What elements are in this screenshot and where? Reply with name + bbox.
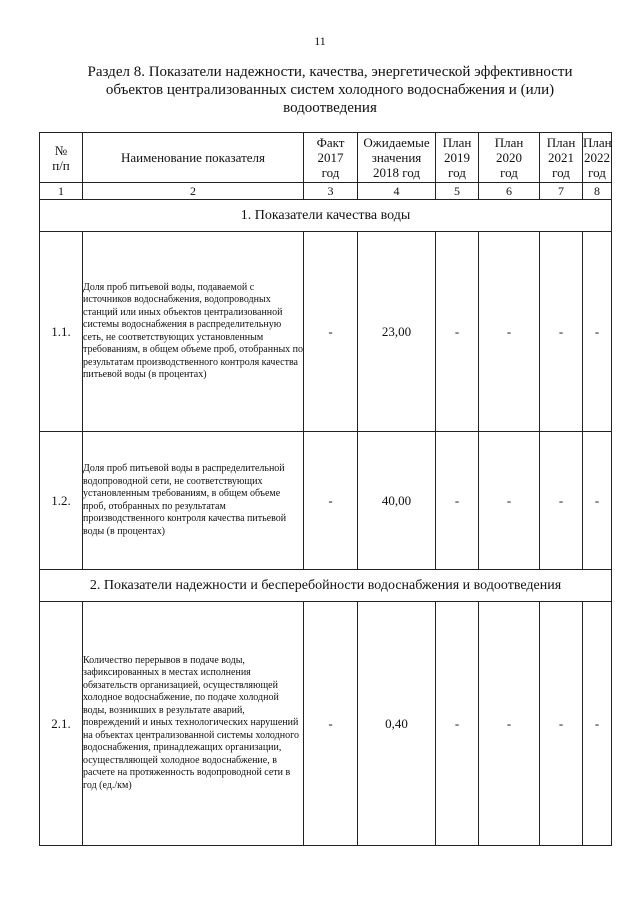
- expected-2018-value: 0,40: [358, 602, 436, 846]
- expected-2018-value: 23,00: [358, 232, 436, 432]
- plan-2022-value: -: [583, 602, 612, 846]
- plan-2019-value: -: [436, 602, 479, 846]
- plan-2020-value: -: [479, 432, 540, 570]
- group-heading-water-quality: 1. Показатели качества воды: [40, 200, 612, 232]
- plan-2019-value: -: [436, 432, 479, 570]
- header-num: № п/п: [40, 133, 83, 183]
- indicator-name: Количество перерывов в подаче воды, зафиксированных в местах исполнения обязательств организацией, осуществляющей холодное водоснабжение, по подаче холодной воды, возникших в результате аварий, повреждений и иных технологических нарушений на объектах централизованной системы холодного водоснабжения, принадлежащих организации, осуществляющей холодное водоснабжение, в расчете на протяженность водопроводной сети в год (ед./км): [83, 602, 304, 846]
- column-number: 6: [479, 183, 540, 200]
- header-plan-2019: План 2019 год: [436, 133, 479, 183]
- page-number: 11: [314, 34, 326, 48]
- group-row: [40, 200, 612, 232]
- plan-2020-value: -: [479, 602, 540, 846]
- plan-2020-value: -: [479, 232, 540, 432]
- row-number: 1.1.: [40, 232, 83, 432]
- indicators-table: [39, 132, 612, 846]
- header-plan-2020: План 2020 год: [479, 133, 540, 183]
- column-number: 2: [83, 183, 304, 200]
- column-number: 1: [40, 183, 83, 200]
- plan-2021-value: -: [540, 432, 583, 570]
- section-title: Раздел 8. Показатели надежности, качества, энергетической эффективности объектов централизованных систем холодного водоснабжения и (или) водоотведения: [87, 64, 573, 116]
- indicator-name: Доля проб питьевой воды в распределительной водопроводной сети, не соответствующих установленным требованиям, в общем объеме проб, отобранных по результатам производственного контроля качества питьевой воды (в процентах): [83, 432, 304, 570]
- row-number: 1.2.: [40, 432, 83, 570]
- column-number: 8: [583, 183, 612, 200]
- column-number: 7: [540, 183, 583, 200]
- group-heading-reliability: 2. Показатели надежности и бесперебойности водоснабжения и водоотведения: [40, 570, 612, 602]
- fact-2017-value: -: [304, 232, 358, 432]
- header-fact-2017: Факт 2017 год: [304, 133, 358, 183]
- column-number-row: [40, 183, 612, 200]
- indicator-name: Доля проб питьевой воды, подаваемой с источников водоснабжения, водопроводных станций или иных объектов централизованной системы водоснабжения в распределительную сеть, не соответствующих установленным требованиям, в общем объеме проб, отобранных по результатам производственного контроля качества питьевой воды (в процентах): [83, 232, 304, 432]
- plan-2022-value: -: [583, 232, 612, 432]
- group-row: [40, 570, 612, 602]
- header-plan-2021: План 2021 год: [540, 133, 583, 183]
- expected-2018-value: 40,00: [358, 432, 436, 570]
- header-row: [40, 133, 612, 183]
- table-row: [40, 432, 612, 570]
- plan-2022-value: -: [583, 432, 612, 570]
- row-number: 2.1.: [40, 602, 83, 846]
- table-row: [40, 232, 612, 432]
- header-plan-2022: План 2022 год: [583, 133, 612, 183]
- header-expected-2018: Ожидаемые значения 2018 год: [358, 133, 436, 183]
- column-number: 4: [358, 183, 436, 200]
- plan-2021-value: -: [540, 232, 583, 432]
- column-number: 5: [436, 183, 479, 200]
- column-number: 3: [304, 183, 358, 200]
- table-row: [40, 602, 612, 846]
- fact-2017-value: -: [304, 432, 358, 570]
- header-name: Наименование показателя: [83, 133, 304, 183]
- plan-2021-value: -: [540, 602, 583, 846]
- plan-2019-value: -: [436, 232, 479, 432]
- fact-2017-value: -: [304, 602, 358, 846]
